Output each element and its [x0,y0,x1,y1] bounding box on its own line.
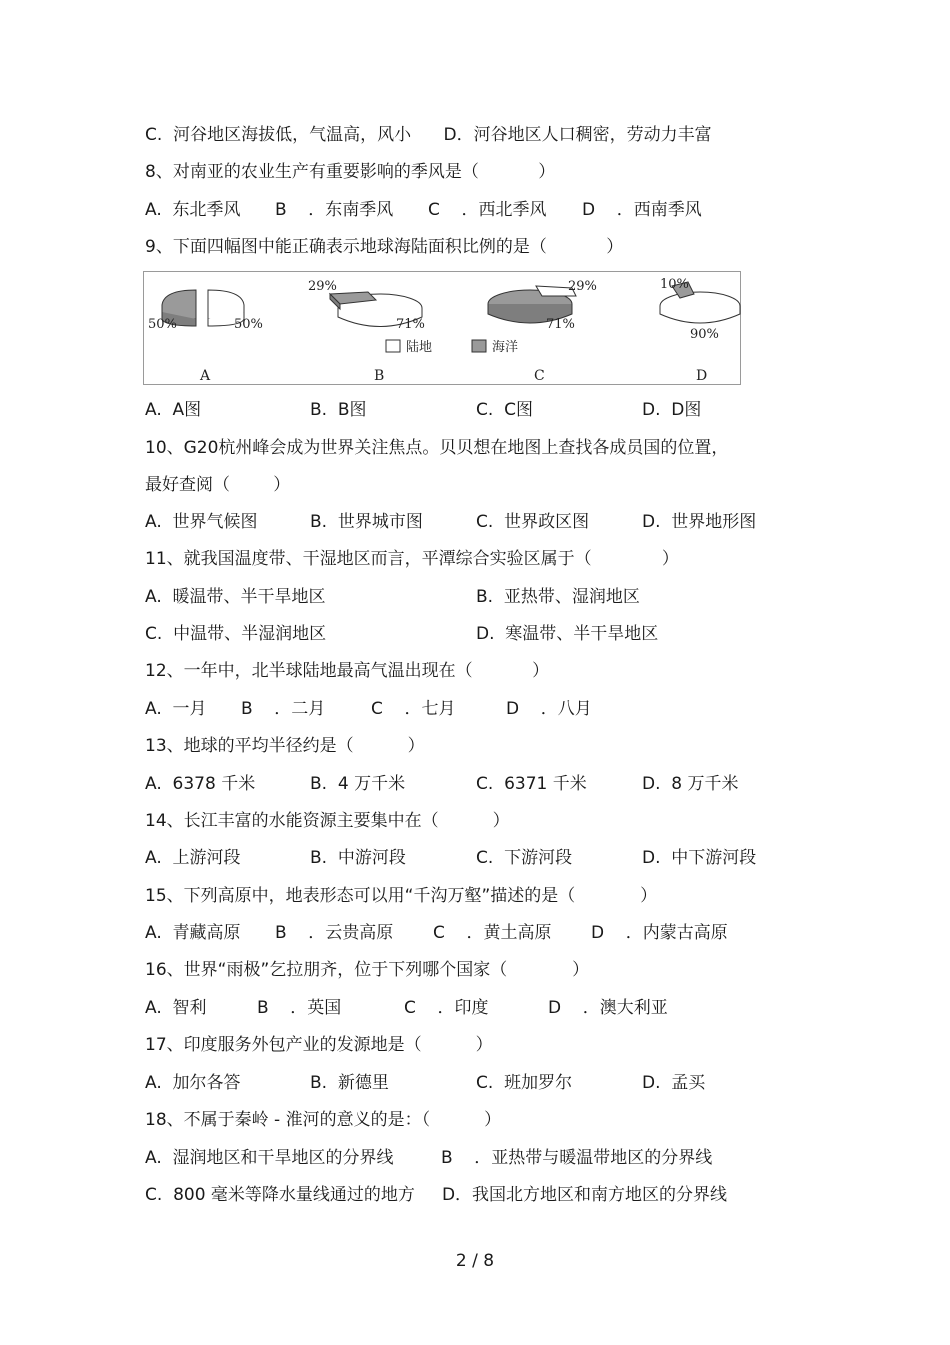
q14-option-c: C. 下游河段 [476,848,573,868]
q7-option-cd: C. 河谷地区海拔低，气温高，风小 D．河谷地区人口稠密，劳动力丰富 [145,125,712,145]
q11-option-c: C. 中温带、半湿润地区 [145,624,327,644]
pie-b-ocean-value: 29% [308,279,337,294]
q10-option-a: A. 世界气候图 [145,512,258,532]
question-8: 8、对南亚的农业生产有重要影响的季风是（ ） [145,162,556,182]
q18-option-a: A. 湿润地区和干旱地区的分界线 [145,1148,394,1168]
legend-ocean-swatch [472,340,486,352]
pie-d-label: D [696,368,708,384]
q15-option-d: D ．内蒙古高原 [591,923,728,943]
q9-option-c: C. C图 [476,400,533,420]
legend [386,339,518,355]
q8-option-c: C ．西北季风 [428,200,547,220]
pie-c-label: C [534,368,545,384]
question-12: 12、一年中，北半球陆地最高气温出现在（ ） [145,661,550,681]
q16-option-c: C ．印度 [404,998,489,1018]
question-16: 16、世界“雨极”乞拉朋齐，位于下列哪个国家（ ） [145,960,590,980]
q12-option-b: B ．二月 [241,699,326,719]
question-10-cont: 最好查阅（ ） [145,475,291,495]
q11-option-a: A. 暖温带、半干旱地区 [145,587,326,607]
q18-option-cd: C. 800 毫米等降水量线通过的地方 D．我国北方地区和南方地区的分界线 [145,1185,728,1205]
q12-option-c: C ．七月 [371,699,456,719]
q17-option-d: D. 孟买 [642,1073,706,1093]
pie-c-ocean-value: 71% [546,317,575,332]
question-14: 14、长江丰富的水能资源主要集中在（ ） [145,811,510,831]
q17-option-b: B. 新德里 [310,1073,389,1093]
question-18: 18、不属于秦岭 - 淮河的意义的是：（ ） [145,1110,502,1130]
q17-option-c: C. 班加罗尔 [476,1073,573,1093]
q12-option-d: D ．八月 [506,699,592,719]
pie-d [660,277,740,384]
question-17: 17、印度服务外包产业的发源地是（ ） [145,1035,493,1055]
q13-option-c: C. 6371 千米 [476,774,587,794]
q16-option-a: A. 智利 [145,998,207,1018]
legend-ocean-label: 海洋 [492,340,519,355]
q10-option-c: C. 世界政区图 [476,512,590,532]
question-10: 10、G20杭州峰会成为世界关注焦点。贝贝想在地图上查找各成员国的位置， [145,438,729,458]
q15-option-b: B ．云贵高原 [275,923,394,943]
q15-option-a: A. 青藏高原 [145,923,241,943]
question-15: 15、下列高原中，地表形态可以用“千沟万壑”描述的是（ ） [145,886,658,906]
q15-option-c: C ．黄土高原 [433,923,552,943]
land-ocean-pie-figure [143,271,741,385]
pie-a [148,290,263,384]
q17-option-a: A. 加尔各答 [145,1073,241,1093]
q8-option-b: B ．东南季风 [275,200,394,220]
pie-d-ocean-value: 10% [660,277,689,292]
pie-a-left-value: 50% [148,317,177,332]
q14-option-d: D. 中下游河段 [642,848,757,868]
pie-b [308,279,425,384]
legend-land-label: 陆地 [406,340,433,355]
question-13: 13、地球的平均半径约是（ ） [145,736,425,756]
pie-d-land-value: 90% [690,327,719,342]
q13-option-a: A. 6378 千米 [145,774,256,794]
q10-option-d: D. 世界地形图 [642,512,757,532]
q13-option-d: D. 8 万千米 [642,774,739,794]
q8-option-d: D ．西南季风 [582,200,702,220]
q14-option-a: A. 上游河段 [145,848,241,868]
q16-option-b: B ．英国 [257,998,342,1018]
question-9: 9、下面四幅图中能正确表示地球海陆面积比例的是（ ） [145,237,624,257]
q9-option-a: A. A图 [145,400,202,420]
q12-option-a: A. 一月 [145,699,207,719]
pie-c [488,279,597,384]
q16-option-d: D ．澳大利亚 [548,998,668,1018]
pie-a-right-value: 50% [234,317,263,332]
q11-option-b: B. 亚热带、湿润地区 [476,587,640,607]
pie-b-label: B [374,368,385,384]
page-number: 2 / 8 [455,1251,495,1271]
legend-land-swatch [386,340,400,352]
question-11: 11、就我国温度带、干湿地区而言，平潭综合实验区属于（ ） [145,549,679,569]
q13-option-b: B. 4 万千米 [310,774,406,794]
pie-c-land-value: 29% [568,279,597,294]
q18-option-b: B ．亚热带与暖温带地区的分界线 [441,1148,713,1168]
pie-b-land-value: 71% [396,317,425,332]
q11-option-d: D. 寒温带、半干旱地区 [476,624,659,644]
pie-a-label: A [200,368,211,384]
q9-option-d: D. D图 [642,400,702,420]
q10-option-b: B. 世界城市图 [310,512,423,532]
q8-option-a: A. 东北季风 [145,200,241,220]
q14-option-b: B. 中游河段 [310,848,406,868]
q9-option-b: B. B图 [310,400,367,420]
